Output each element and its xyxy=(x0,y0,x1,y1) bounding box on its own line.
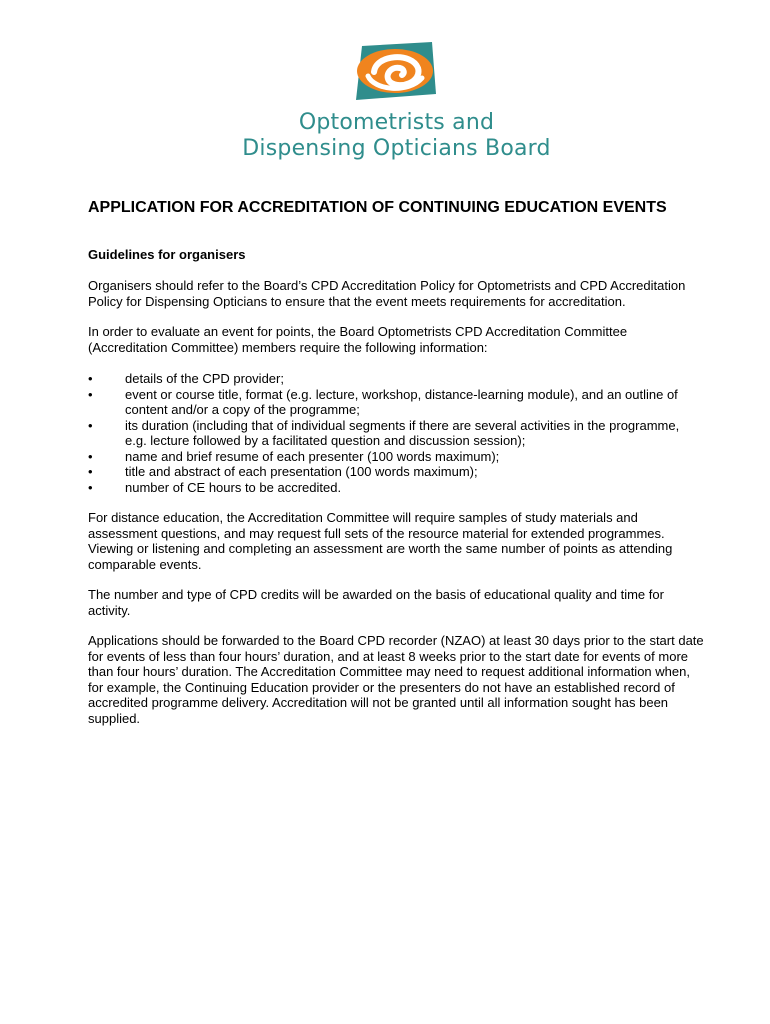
logo-line-1: Optometrists and xyxy=(298,110,495,135)
list-item xyxy=(88,449,704,465)
document-body xyxy=(88,198,704,726)
board-logo xyxy=(224,40,569,165)
list-item xyxy=(88,464,704,480)
bullet-icon: • xyxy=(88,479,93,495)
bullet-icon: • xyxy=(88,417,93,433)
list-item-text: name and brief resume of each presenter (100 words maximum); xyxy=(125,448,500,464)
document-title: APPLICATION FOR ACCREDITATION OF CONTINUING EDUCATION EVENTS xyxy=(88,199,667,216)
logo-line-2: Dispensing Opticians Board xyxy=(242,136,551,161)
paragraph-distance-education: For distance education, the Accreditation Committee will require samples of study materials and assessment questions, and may request full sets of the resource material for extended programmes. Viewing or listening and completing an assessment are worth the same number of points as attending comparable events. xyxy=(88,510,673,572)
list-item-text: number of CE hours to be accredited. xyxy=(125,479,342,495)
logo-wordmark xyxy=(224,110,569,162)
paragraph-application-deadlines: Applications should be forwarded to the Board CPD recorder (NZAO) at least 30 days prior to the start date for events of less than four hours’ duration, and at least 8 weeks prior to the start date for events of more than four hours’ duration. The Accreditation Committee may need to request additional information when, for example, the Continuing Education provider or the presenters do not have an established record of accredited programme delivery. Accreditation will not be granted until all information sought has been supplied. xyxy=(88,633,704,726)
list-item-text: details of the CPD provider; xyxy=(125,371,284,386)
paragraph-policy-reference: Organisers should refer to the Board’s CPD Accreditation Policy for Optometrists and CPD Accreditation Policy for Dispensing Opticians to ensure that the event meets requirements for accreditation. xyxy=(88,278,686,309)
list-item-text: title and abstract of each presentation (100 words maximum); xyxy=(125,464,478,479)
list-item xyxy=(88,418,704,449)
paragraph-information-required: In order to evaluate an event for points, the Board Optometrists CPD Accreditation Committee (Accreditation Committee) members require the following information: xyxy=(88,324,628,355)
list-item xyxy=(88,387,704,418)
bullet-icon: • xyxy=(88,464,93,479)
list-item-text: event or course title, format (e.g. lecture, workshop, distance-learning module), and an outline of content and/or a copy of the programme; xyxy=(125,386,678,417)
requirements-list xyxy=(88,371,704,495)
list-item xyxy=(88,371,704,387)
bullet-icon: • xyxy=(88,448,93,464)
eye-logo-icon xyxy=(354,42,438,102)
paragraph-credits: The number and type of CPD credits will be awarded on the basis of educational quality and time for activity. xyxy=(88,587,664,618)
bullet-icon: • xyxy=(88,386,93,402)
bullet-icon: • xyxy=(88,371,93,386)
list-item-text: its duration (including that of individual segments if there are several activities in the programme, e.g. lecture followed by a facilitated question and discussion session); xyxy=(125,417,680,448)
list-item xyxy=(88,480,704,496)
section-heading: Guidelines for organisers xyxy=(88,247,246,262)
